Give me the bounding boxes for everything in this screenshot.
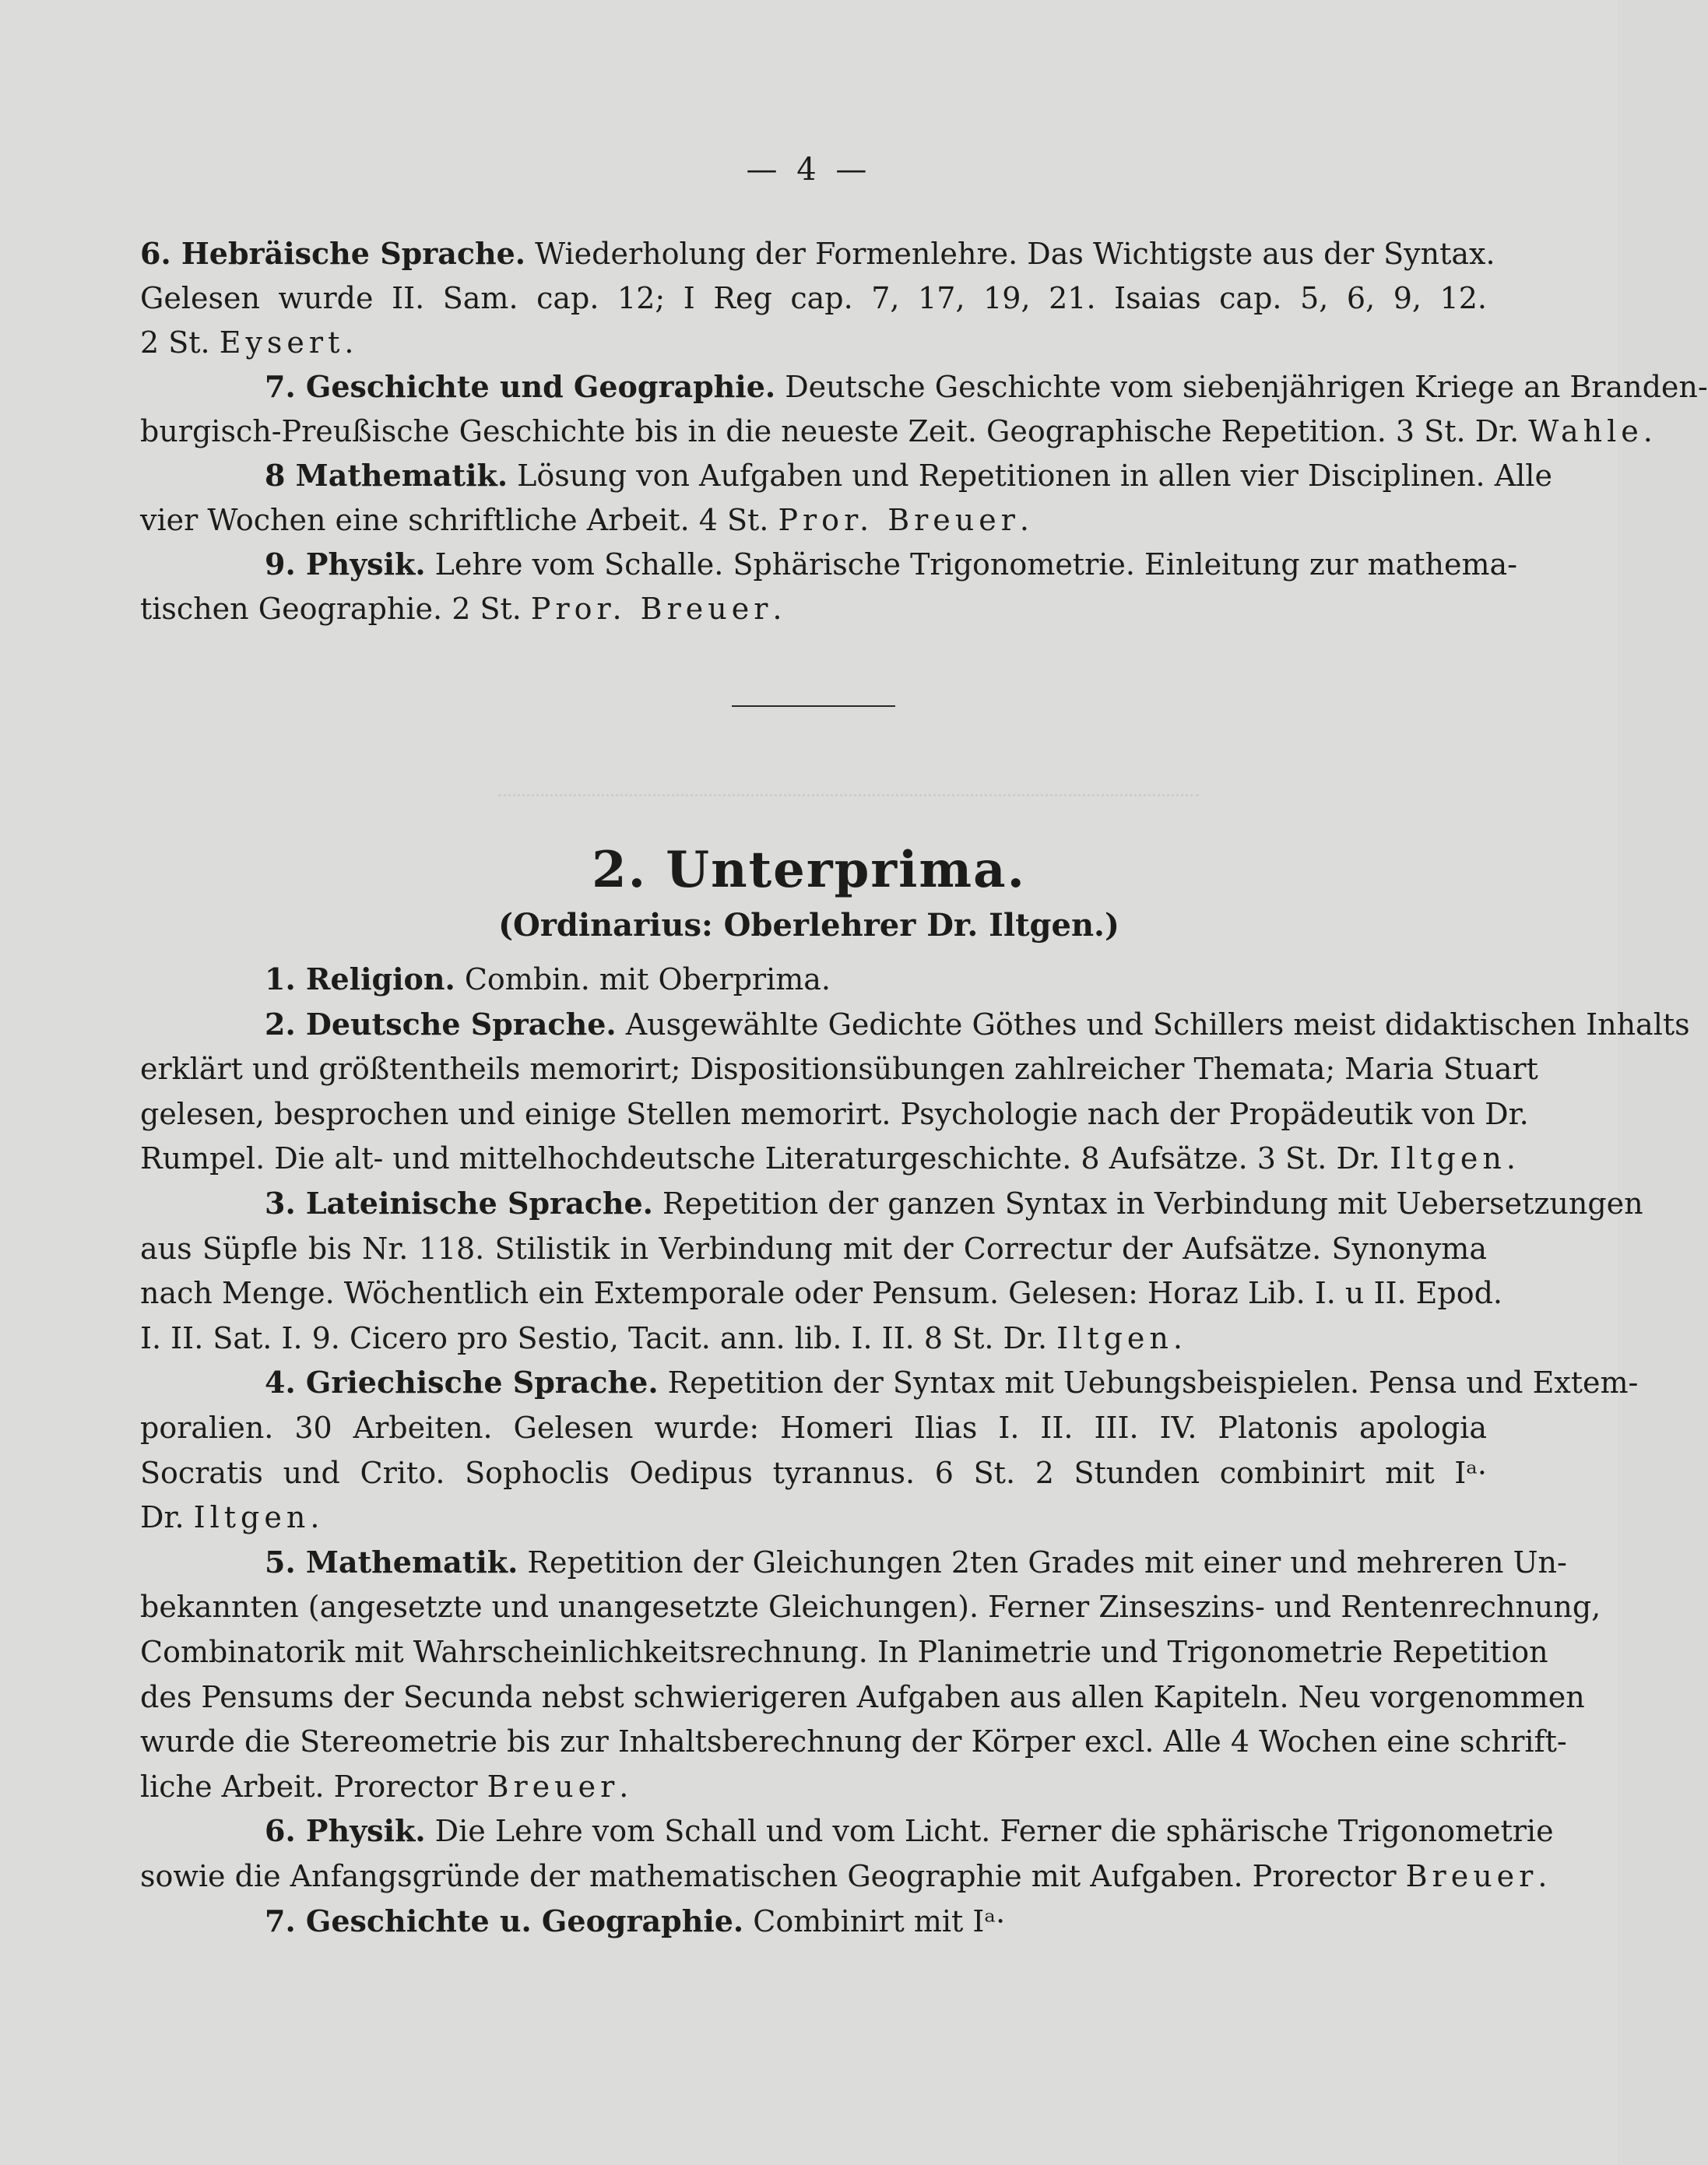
teacher-name: Iltgen: [1056, 1320, 1173, 1355]
subject-heading: 9. Physik.: [265, 547, 426, 582]
text-line: [265, 1004, 1690, 1045]
line-text: .: [1172, 1320, 1183, 1355]
subject-heading: 6. Physik.: [265, 1813, 426, 1849]
text-line: [140, 1766, 1487, 1807]
teacher-name: Pror. Breuer: [530, 592, 773, 626]
text-line: [265, 544, 1518, 585]
line-text: Dr.: [140, 1500, 194, 1535]
line-text: wurde die Stereometrie bis zur Inhaltsberechnung der Körper excl. Alle 4 Wochen eine schrift-: [140, 1724, 1567, 1759]
line-text: poralien. 30 Arbeiten. Gelesen wurde: Homeri Ilias I. II. III. IV. Platonis apologia: [140, 1411, 1487, 1445]
line-text: .: [1538, 1859, 1548, 1893]
text-line: [140, 1632, 1548, 1672]
subject-heading: 8 Mathematik.: [265, 458, 508, 493]
section-title: 2. Unterprima.: [592, 841, 1026, 899]
text-line: [140, 1497, 1487, 1538]
line-text: Socratis und Crito. Sophoclis Oedipus tyrannus. 6 St. 2 Stunden combinirt mit Iᵃ·: [140, 1455, 1487, 1490]
line-text: Repetition der ganzen Syntax in Verbindung mit Uebersetzungen: [652, 1186, 1643, 1221]
line-text: nach Menge. Wöchentlich ein Extemporale oder Pensum. Gelesen: Horaz Lib. I. u II. Epod.: [140, 1276, 1503, 1311]
line-text: vier Wochen eine schriftliche Arbeit. 4 St.: [140, 503, 778, 537]
line-text: sowie die Anfangsgründe der mathematischen Geographie mit Aufgaben. Prorector: [140, 1859, 1406, 1893]
ordinarius-line: (Ordinarius: Oberlehrer Dr. Iltgen.): [498, 907, 1119, 944]
line-text: tischen Geographie. 2 St.: [140, 592, 531, 626]
line-text: Lösung von Aufgaben und Repetitionen in allen vier Disciplinen. Alle: [508, 459, 1552, 493]
line-text: Combinatorik mit Wahrscheinlichkeitsrechnung. In Planimetrie und Trigonometrie Repetition: [140, 1635, 1548, 1669]
text-line: [140, 1856, 1548, 1896]
subject-heading: 6. Hebräische Sprache.: [140, 236, 526, 271]
line-text: bekannten (angesetzte und unangesetzte Gleichungen). Ferner Zinseszins- und Rentenrechnung,: [140, 1590, 1601, 1625]
line-text: .: [619, 1769, 629, 1804]
text-line: [140, 1094, 1529, 1134]
text-line: [140, 1721, 1567, 1762]
subject-heading: 7. Geschichte u. Geographie.: [265, 1903, 744, 1938]
text-line: [140, 500, 1487, 540]
subject-heading: 3. Lateinische Sprache.: [265, 1186, 653, 1221]
teacher-name: Iltgen: [1390, 1141, 1506, 1176]
teacher-name: Breuer: [1405, 1859, 1538, 1893]
line-text: .: [1019, 503, 1030, 537]
line-text: Repetition der Syntax mit Uebungsbeispielen. Pensa und Extem-: [658, 1365, 1639, 1401]
subject-heading: 2. Deutsche Sprache.: [265, 1006, 617, 1042]
line-text: Repetition der Gleichungen 2ten Grades mit einer und mehreren Un-: [518, 1545, 1567, 1580]
text-line: [265, 1183, 1643, 1224]
text-line: [265, 367, 1708, 407]
line-text: Gelesen wurde II. Sam. cap. 12; I Reg cap. 7, 17, 19, 21. Isaias cap. 5, 6, 9, 12.: [140, 281, 1487, 315]
text-line: [265, 1542, 1567, 1583]
line-text: .: [1643, 414, 1653, 448]
text-line: [140, 234, 1495, 274]
text-line: [140, 411, 1653, 452]
text-line: [140, 1677, 1585, 1717]
line-text: gelesen, besprochen und einige Stellen memorirt. Psychologie nach der Propädeutik von Dr.: [140, 1096, 1529, 1131]
subject-heading: 5. Mathematik.: [265, 1544, 518, 1580]
text-line: [140, 278, 1487, 318]
line-text: liche Arbeit. Prorector: [140, 1769, 487, 1804]
teacher-name: Eysert: [219, 325, 345, 360]
text-line: [265, 959, 1487, 1000]
teacher-name: Breuer: [487, 1769, 620, 1804]
text-line: [140, 1408, 1487, 1448]
line-text: Combin. mit Oberprima.: [455, 962, 831, 996]
text-line: [265, 455, 1552, 496]
line-text: Lehre vom Schalle. Sphärische Trigonometrie. Einleitung zur mathema-: [425, 547, 1518, 582]
line-text: Ausgewählte Gedichte Göthes und Schillers meist didaktischen Inhalts: [616, 1007, 1690, 1042]
subject-heading: 4. Griechische Sprache.: [265, 1365, 659, 1401]
text-line: [140, 589, 1487, 629]
bleed-through-stain: [498, 747, 1199, 796]
line-text: aus Süpfle bis Nr. 118. Stilistik in Verbindung mit der Correctur der Aufsätze. Synonyma: [140, 1231, 1487, 1266]
teacher-name: Iltgen: [193, 1500, 311, 1535]
text-line: [140, 1228, 1487, 1269]
subject-heading: 1. Religion.: [265, 961, 455, 996]
text-line: [140, 1318, 1487, 1358]
section-divider: [732, 705, 895, 707]
text-line: [265, 1901, 1487, 1942]
line-text: burgisch-Preußische Geschichte bis in die neueste Zeit. Geographische Repetition. 3 St. Dr.: [140, 414, 1529, 448]
teacher-name: Pror. Breuer: [778, 503, 1020, 537]
line-text: .: [344, 325, 354, 360]
text-line: [265, 1811, 1554, 1851]
subject-heading: 7. Geschichte und Geographie.: [265, 369, 776, 404]
line-text: I. II. Sat. I. 9. Cicero pro Sestio, Tacit. ann. lib. I. II. 8 St. Dr.: [140, 1320, 1057, 1355]
line-text: Die Lehre vom Schall und vom Licht. Ferner die sphärische Trigonometrie: [425, 1814, 1554, 1849]
line-text: erklärt und größtentheils memorirt; Dispositionsübungen zahlreicher Themata; Maria Stuart: [140, 1052, 1538, 1087]
line-text: 2 St.: [140, 325, 220, 360]
text-line: [140, 1138, 1516, 1179]
line-text: Combinirt mit Iᵃ·: [743, 1903, 1006, 1938]
page-number: — 4 —: [746, 152, 872, 188]
teacher-name: Wahle: [1528, 414, 1643, 448]
line-text: .: [772, 592, 782, 626]
line-text: .: [1506, 1141, 1516, 1176]
text-line: [140, 1049, 1538, 1089]
text-line: [140, 1273, 1503, 1313]
text-line: [265, 1362, 1639, 1403]
line-text: .: [310, 1500, 320, 1535]
line-text: Deutsche Geschichte vom siebenjährigen Kriege an Branden-: [775, 370, 1708, 404]
text-line: [140, 1587, 1601, 1627]
text-line: [140, 322, 1487, 363]
line-text: des Pensums der Secunda nebst schwierigeren Aufgaben aus allen Kapiteln. Neu vorgenommen: [140, 1679, 1585, 1714]
text-line: [140, 1453, 1487, 1493]
line-text: Rumpel. Die alt- und mittelhochdeutsche Literaturgeschichte. 8 Aufsätze. 3 St. Dr.: [140, 1141, 1390, 1176]
line-text: Wiederholung der Formenlehre. Das Wichtigste aus der Syntax.: [525, 237, 1495, 271]
